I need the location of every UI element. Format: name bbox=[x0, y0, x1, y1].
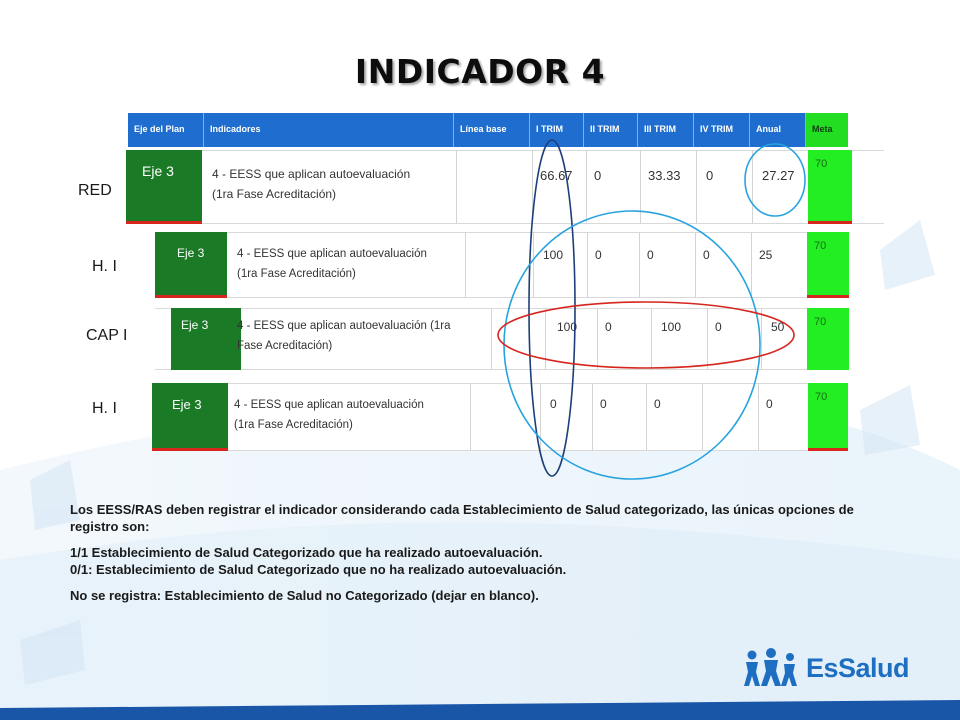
t1-cell: 0 bbox=[550, 397, 557, 411]
row-label-h1-second: H. I bbox=[92, 400, 117, 417]
col-header-eje: Eje del Plan bbox=[128, 113, 204, 147]
t2-cell: 0 bbox=[595, 248, 602, 262]
t3-cell: 0 bbox=[654, 397, 661, 411]
note-option-2: 0/1: Establecimiento de Salud Categorizado que no ha realizado autoevaluación. bbox=[70, 561, 567, 577]
t1-cell: 66.67 bbox=[540, 168, 573, 183]
col-header-anual: Anual bbox=[750, 113, 806, 147]
family-icon bbox=[742, 648, 802, 688]
meta-cell: 70 bbox=[808, 150, 852, 224]
t2-cell: 0 bbox=[605, 320, 612, 334]
eje-cell: Eje 3 bbox=[171, 308, 241, 370]
indicator-text-line2: (1ra Fase Acreditación) bbox=[234, 419, 353, 431]
col-header-t2: II TRIM bbox=[584, 113, 638, 147]
meta-cell: 70 bbox=[807, 308, 849, 370]
t3-cell: 0 bbox=[647, 248, 654, 262]
t1-cell: 100 bbox=[543, 248, 564, 262]
col-header-indicadores: Indicadores bbox=[204, 113, 454, 147]
t4-cell: 0 bbox=[706, 168, 714, 183]
indicator-text-line2: Fase Acreditación) bbox=[237, 340, 333, 352]
logo-text: EsSalud bbox=[806, 652, 910, 683]
row-label-cap1: CAP I bbox=[86, 327, 128, 344]
anual-cell: 50 bbox=[771, 320, 785, 334]
table-row bbox=[152, 383, 848, 451]
t2-cell: 0 bbox=[600, 397, 607, 411]
eje-cell: Eje 3 bbox=[126, 150, 202, 224]
anual-cell: 25 bbox=[759, 248, 773, 262]
table-header bbox=[128, 113, 848, 147]
table-row bbox=[155, 232, 849, 298]
page-title: INDICADOR 4 bbox=[354, 52, 606, 91]
indicator-text-line1: 4 - EESS que aplican autoevaluación bbox=[212, 167, 411, 181]
anual-cell: 0 bbox=[766, 397, 773, 411]
anual-cell: 27.27 bbox=[762, 168, 795, 183]
col-header-t1: I TRIM bbox=[530, 113, 584, 147]
t1-cell: 100 bbox=[557, 320, 578, 334]
row-label-red: RED bbox=[78, 182, 112, 199]
col-header-linea-base: Línea base bbox=[454, 113, 530, 147]
essalud-logo bbox=[742, 648, 909, 688]
indicator-text-line1: 4 - EESS que aplican autoevaluación bbox=[234, 399, 424, 411]
note-option-1: 1/1 Establecimiento de Salud Categorizado que ha realizado autoevaluación. bbox=[70, 545, 543, 560]
col-header-t4: IV TRIM bbox=[694, 113, 750, 147]
instructions-note bbox=[70, 502, 890, 605]
t3-cell: 33.33 bbox=[648, 168, 681, 183]
t2-cell: 0 bbox=[594, 168, 602, 183]
col-header-t3: III TRIM bbox=[638, 113, 694, 147]
row-label-h1: H. I bbox=[92, 258, 117, 275]
meta-cell: 70 bbox=[807, 232, 849, 298]
table-row bbox=[155, 308, 849, 370]
t4-cell: 0 bbox=[715, 320, 722, 334]
note-exclusion: No se registra: Establecimiento de Salud no Categorizado (dejar en blanco). bbox=[70, 588, 539, 603]
indicator-text-line2: (1ra Fase Acreditación) bbox=[212, 187, 337, 201]
t3-cell: 100 bbox=[661, 320, 682, 334]
indicator-text-line1: 4 - EESS que aplican autoevaluación (1ra bbox=[237, 320, 451, 332]
table-row bbox=[126, 150, 884, 224]
indicator-text-line1: 4 - EESS que aplican autoevaluación bbox=[237, 248, 427, 260]
col-header-meta: Meta bbox=[806, 113, 848, 147]
eje-cell: Eje 3 bbox=[155, 232, 227, 298]
eje-cell: Eje 3 bbox=[152, 383, 228, 451]
meta-cell: 70 bbox=[808, 383, 848, 451]
note-intro: Los EESS/RAS deben registrar el indicador considerando cada Establecimiento de Salud categorizado, las únicas opciones de registro son: bbox=[70, 502, 854, 534]
indicator-text-line2: (1ra Fase Acreditación) bbox=[237, 268, 356, 280]
t4-cell: 0 bbox=[703, 248, 710, 262]
